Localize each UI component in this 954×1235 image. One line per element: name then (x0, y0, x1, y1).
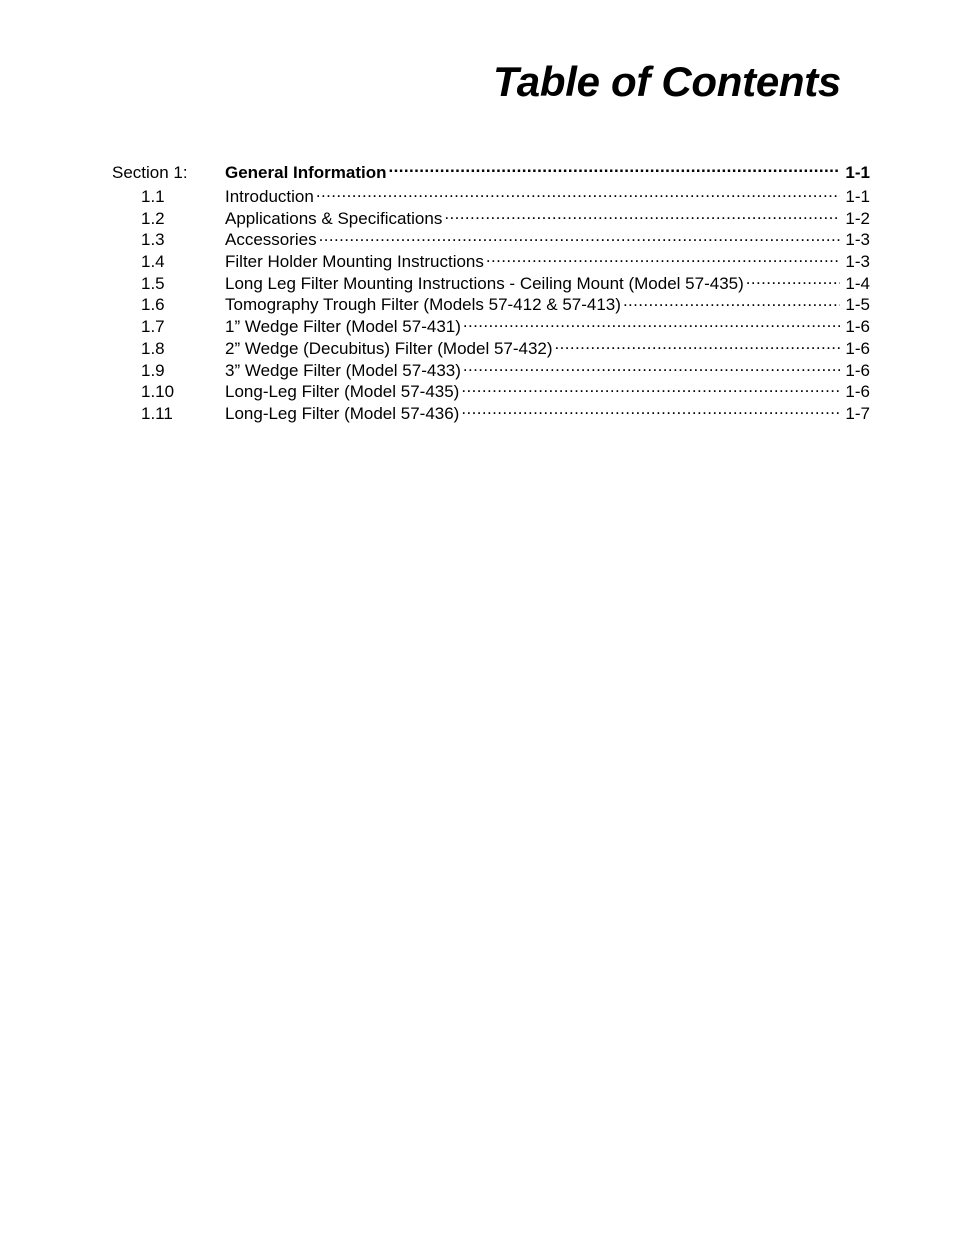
toc-item-number: 1.11 (141, 403, 173, 423)
toc-item-title[interactable]: Long-Leg Filter (Model 57-436) (225, 403, 460, 423)
toc-item-row[interactable] (112, 293, 870, 315)
toc-item-page[interactable]: 1-2 (845, 208, 870, 228)
toc-item-page[interactable]: 1-1 (845, 187, 870, 206)
toc-section-title[interactable]: General Information (225, 163, 387, 182)
toc-item-page[interactable]: 1-6 (845, 317, 870, 337)
toc-dot-leader (389, 161, 841, 178)
toc-dot-leader (319, 228, 841, 245)
toc-dot-leader (623, 293, 840, 310)
toc-item-entry (225, 207, 870, 230)
toc-item-number: 1.2 (141, 208, 165, 228)
toc-section-page[interactable]: 1-1 (845, 163, 870, 182)
toc-item-row[interactable] (112, 337, 870, 359)
toc-dot-leader (444, 207, 840, 224)
toc-item-entry (225, 272, 870, 295)
toc-item-title[interactable]: 1” Wedge Filter (Model 57-431) (225, 317, 461, 337)
toc-item-entry (225, 380, 870, 403)
toc-item-entry (225, 185, 870, 208)
toc-dot-leader (746, 272, 841, 289)
toc-item-number: 1.6 (141, 295, 165, 315)
toc-dot-leader (463, 315, 841, 332)
toc-dot-leader (461, 380, 840, 397)
toc-item-entry (225, 250, 870, 273)
toc-item-number: 1.3 (141, 230, 165, 250)
toc-item-row[interactable] (112, 272, 870, 294)
toc-item-title[interactable]: Introduction (225, 187, 314, 206)
toc-item-title[interactable]: Accessories (225, 230, 317, 250)
toc-item-page[interactable]: 1-6 (845, 338, 870, 358)
toc-item-entry (225, 228, 870, 251)
toc-section-row[interactable] (112, 161, 870, 185)
toc-item-number: 1.4 (141, 252, 165, 272)
toc-section-number: Section 1: (112, 163, 188, 182)
toc-item-title[interactable]: 3” Wedge Filter (Model 57-433) (225, 360, 461, 380)
toc-item-page[interactable]: 1-6 (845, 360, 870, 380)
toc-item-row[interactable] (112, 228, 870, 250)
toc-item-entry (225, 315, 870, 338)
toc-item-page[interactable]: 1-4 (845, 273, 870, 293)
toc-item-title[interactable]: Long-Leg Filter (Model 57-435) (225, 382, 460, 402)
toc-item-number: 1.7 (141, 317, 165, 337)
toc-item-number: 1.9 (141, 360, 165, 380)
toc-item-title[interactable]: Long Leg Filter Mounting Instructions - Ceiling Mount (Model 57-435) (225, 273, 744, 293)
table-of-contents (112, 161, 870, 424)
toc-item-title[interactable]: Filter Holder Mounting Instructions (225, 252, 484, 272)
toc-item-number: 1.1 (141, 187, 165, 206)
toc-item-number: 1.5 (141, 273, 165, 293)
toc-item-title[interactable]: Applications & Specifications (225, 208, 443, 228)
toc-dot-leader (316, 185, 841, 202)
toc-item-entry (225, 337, 870, 360)
toc-item-row[interactable] (112, 402, 870, 424)
toc-item-entry (225, 402, 870, 425)
toc-dot-leader (463, 359, 841, 376)
toc-item-title[interactable]: Tomography Trough Filter (Models 57-412 & 57-413) (225, 295, 621, 315)
toc-dot-leader (461, 402, 840, 419)
toc-section-entry (225, 161, 870, 185)
page-title: Table of Contents (492, 58, 841, 105)
toc-item-row[interactable] (112, 380, 870, 402)
toc-item-row[interactable] (112, 359, 870, 381)
toc-item-page[interactable]: 1-3 (845, 252, 870, 272)
toc-item-row[interactable] (112, 185, 870, 207)
toc-item-row[interactable] (112, 207, 870, 229)
toc-item-page[interactable]: 1-6 (845, 382, 870, 402)
toc-item-page[interactable]: 1-3 (845, 230, 870, 250)
toc-item-page[interactable]: 1-5 (845, 295, 870, 315)
toc-item-title[interactable]: 2” Wedge (Decubitus) Filter (Model 57-432) (225, 338, 553, 358)
toc-item-page[interactable]: 1-7 (845, 403, 870, 423)
toc-item-entry (225, 293, 870, 316)
toc-item-row[interactable] (112, 315, 870, 337)
toc-item-entry (225, 359, 870, 382)
toc-item-number: 1.8 (141, 338, 165, 358)
toc-item-number: 1.10 (141, 382, 175, 402)
toc-dot-leader (555, 337, 841, 354)
toc-dot-leader (486, 250, 841, 267)
toc-item-row[interactable] (112, 250, 870, 272)
